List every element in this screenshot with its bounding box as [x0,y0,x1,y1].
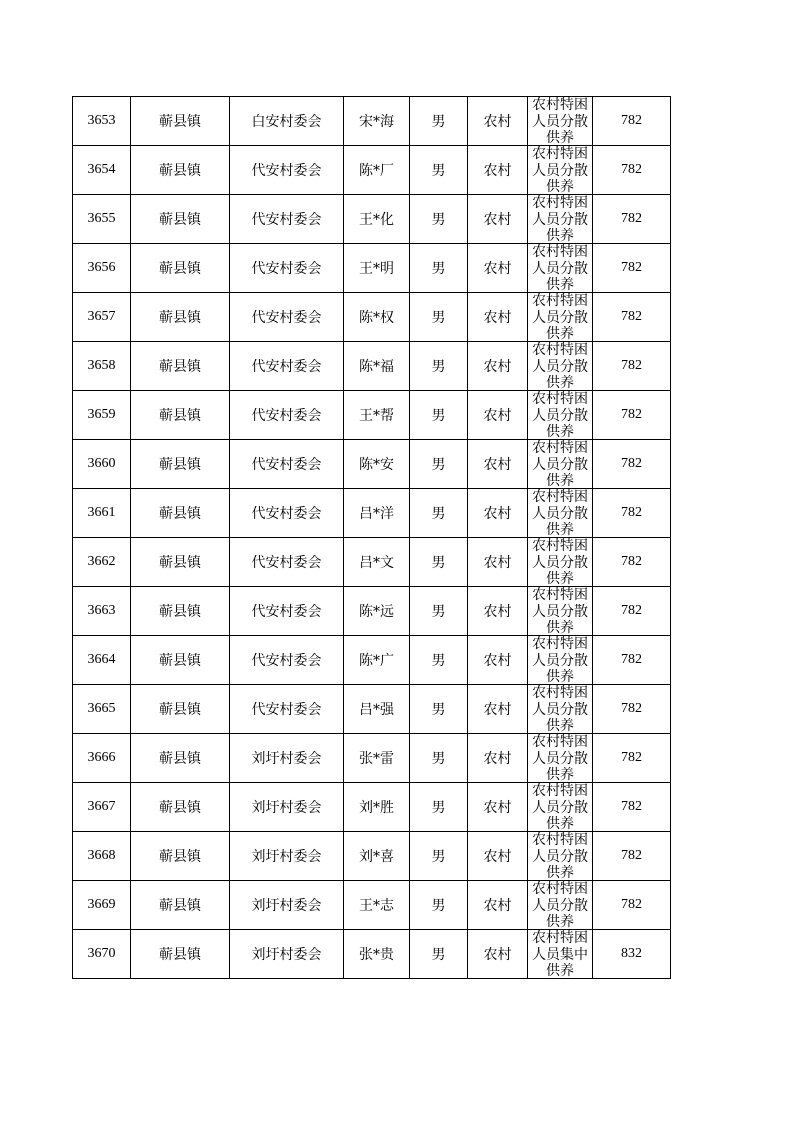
person-name-cell: 吕*文 [344,538,410,587]
assistance-recipients-table [72,96,671,979]
support-category-text: 农村特困人员分散供养 [532,244,588,292]
gender-cell: 男 [410,685,468,734]
support-category-cell [528,734,593,783]
amount-cell: 782 [593,734,671,783]
support-category-cell [528,391,593,440]
support-category-cell [528,930,593,979]
village-committee-cell: 代安村委会 [230,440,344,489]
village-committee-cell: 代安村委会 [230,685,344,734]
area-type-cell: 农村 [468,293,528,342]
amount-cell: 782 [593,832,671,881]
table-row [73,783,671,832]
amount-cell: 782 [593,97,671,146]
town-cell: 蕲县镇 [131,342,230,391]
person-name-cell: 刘*胜 [344,783,410,832]
support-category-cell [528,881,593,930]
table-row [73,587,671,636]
support-category-cell [528,146,593,195]
person-name-cell: 王*志 [344,881,410,930]
record-number-cell: 3662 [73,538,131,587]
amount-cell: 782 [593,244,671,293]
gender-cell: 男 [410,440,468,489]
gender-cell: 男 [410,489,468,538]
support-category-cell [528,489,593,538]
record-number-cell: 3669 [73,881,131,930]
support-category-cell [528,293,593,342]
village-committee-cell: 刘圩村委会 [230,783,344,832]
table-row [73,636,671,685]
support-category-text: 农村特困人员分散供养 [532,440,588,488]
amount-cell: 782 [593,146,671,195]
support-category-text: 农村特困人员分散供养 [532,489,588,537]
person-name-cell: 张*雷 [344,734,410,783]
amount-cell: 782 [593,685,671,734]
area-type-cell: 农村 [468,685,528,734]
village-committee-cell: 刘圩村委会 [230,881,344,930]
support-category-text: 农村特困人员分散供养 [532,538,588,586]
table-row [73,881,671,930]
record-number-cell: 3664 [73,636,131,685]
person-name-cell: 吕*洋 [344,489,410,538]
amount-cell: 782 [593,783,671,832]
gender-cell: 男 [410,881,468,930]
support-category-cell [528,587,593,636]
amount-cell: 782 [593,195,671,244]
amount-cell: 782 [593,489,671,538]
town-cell: 蕲县镇 [131,244,230,293]
village-committee-cell: 代安村委会 [230,146,344,195]
town-cell: 蕲县镇 [131,783,230,832]
town-cell: 蕲县镇 [131,930,230,979]
amount-cell: 782 [593,636,671,685]
support-category-cell [528,440,593,489]
village-committee-cell: 代安村委会 [230,195,344,244]
amount-cell: 782 [593,881,671,930]
table-row [73,489,671,538]
area-type-cell: 农村 [468,146,528,195]
support-category-cell [528,783,593,832]
person-name-cell: 陈*广 [344,636,410,685]
record-number-cell: 3659 [73,391,131,440]
support-category-cell [528,97,593,146]
area-type-cell: 农村 [468,440,528,489]
town-cell: 蕲县镇 [131,538,230,587]
record-number-cell: 3653 [73,97,131,146]
gender-cell: 男 [410,97,468,146]
gender-cell: 男 [410,195,468,244]
gender-cell: 男 [410,293,468,342]
table-row [73,146,671,195]
area-type-cell: 农村 [468,97,528,146]
village-committee-cell: 代安村委会 [230,538,344,587]
village-committee-cell: 代安村委会 [230,636,344,685]
town-cell: 蕲县镇 [131,832,230,881]
gender-cell: 男 [410,930,468,979]
person-name-cell: 王*化 [344,195,410,244]
person-name-cell: 王*帮 [344,391,410,440]
area-type-cell: 农村 [468,244,528,293]
town-cell: 蕲县镇 [131,734,230,783]
support-category-cell [528,342,593,391]
area-type-cell: 农村 [468,195,528,244]
town-cell: 蕲县镇 [131,636,230,685]
town-cell: 蕲县镇 [131,293,230,342]
area-type-cell: 农村 [468,636,528,685]
table-row [73,685,671,734]
record-number-cell: 3665 [73,685,131,734]
town-cell: 蕲县镇 [131,391,230,440]
area-type-cell: 农村 [468,538,528,587]
village-committee-cell: 代安村委会 [230,489,344,538]
amount-cell: 782 [593,342,671,391]
support-category-text: 农村特困人员集中供养 [532,930,588,978]
record-number-cell: 3663 [73,587,131,636]
village-committee-cell: 刘圩村委会 [230,832,344,881]
town-cell: 蕲县镇 [131,587,230,636]
table-row [73,440,671,489]
support-category-text: 农村特困人员分散供养 [532,391,588,439]
table-row [73,293,671,342]
village-committee-cell: 代安村委会 [230,342,344,391]
support-category-text: 农村特困人员分散供养 [532,636,588,684]
table-row [73,391,671,440]
area-type-cell: 农村 [468,734,528,783]
record-number-cell: 3655 [73,195,131,244]
person-name-cell: 刘*喜 [344,832,410,881]
area-type-cell: 农村 [468,587,528,636]
gender-cell: 男 [410,342,468,391]
gender-cell: 男 [410,146,468,195]
area-type-cell: 农村 [468,930,528,979]
table-row [73,244,671,293]
support-category-cell [528,685,593,734]
support-category-cell [528,636,593,685]
record-number-cell: 3658 [73,342,131,391]
village-committee-cell: 刘圩村委会 [230,734,344,783]
table-row [73,930,671,979]
support-category-cell [528,538,593,587]
table-row [73,734,671,783]
support-category-text: 农村特困人员分散供养 [532,734,588,782]
support-category-cell [528,832,593,881]
support-category-text: 农村特困人员分散供养 [532,195,588,243]
town-cell: 蕲县镇 [131,685,230,734]
record-number-cell: 3656 [73,244,131,293]
record-number-cell: 3666 [73,734,131,783]
amount-cell: 782 [593,440,671,489]
support-category-text: 农村特困人员分散供养 [532,587,588,635]
person-name-cell: 陈*权 [344,293,410,342]
support-category-cell [528,244,593,293]
area-type-cell: 农村 [468,832,528,881]
area-type-cell: 农村 [468,881,528,930]
support-category-text: 农村特困人员分散供养 [532,342,588,390]
amount-cell: 782 [593,587,671,636]
table-row [73,538,671,587]
support-category-text: 农村特困人员分散供养 [532,832,588,880]
person-name-cell: 陈*福 [344,342,410,391]
table-row [73,97,671,146]
gender-cell: 男 [410,587,468,636]
support-category-text: 农村特困人员分散供养 [532,685,588,733]
table-row [73,195,671,244]
person-name-cell: 陈*厂 [344,146,410,195]
support-category-cell [528,195,593,244]
village-committee-cell: 代安村委会 [230,391,344,440]
town-cell: 蕲县镇 [131,146,230,195]
table-row [73,342,671,391]
amount-cell: 782 [593,538,671,587]
village-committee-cell: 代安村委会 [230,244,344,293]
gender-cell: 男 [410,734,468,783]
person-name-cell: 陈*远 [344,587,410,636]
gender-cell: 男 [410,244,468,293]
area-type-cell: 农村 [468,391,528,440]
town-cell: 蕲县镇 [131,97,230,146]
person-name-cell: 王*明 [344,244,410,293]
area-type-cell: 农村 [468,783,528,832]
person-name-cell: 吕*强 [344,685,410,734]
support-category-text: 农村特困人员分散供养 [532,146,588,194]
gender-cell: 男 [410,636,468,685]
gender-cell: 男 [410,391,468,440]
village-committee-cell: 代安村委会 [230,587,344,636]
area-type-cell: 农村 [468,342,528,391]
person-name-cell: 陈*安 [344,440,410,489]
record-number-cell: 3661 [73,489,131,538]
gender-cell: 男 [410,832,468,881]
village-committee-cell: 代安村委会 [230,293,344,342]
record-number-cell: 3670 [73,930,131,979]
support-category-text: 农村特困人员分散供养 [532,97,588,145]
person-name-cell: 宋*海 [344,97,410,146]
amount-cell: 782 [593,293,671,342]
table-body [73,97,671,979]
support-category-text: 农村特困人员分散供养 [532,293,588,341]
table-row [73,832,671,881]
amount-cell: 782 [593,391,671,440]
town-cell: 蕲县镇 [131,440,230,489]
record-number-cell: 3654 [73,146,131,195]
town-cell: 蕲县镇 [131,489,230,538]
village-committee-cell: 刘圩村委会 [230,930,344,979]
town-cell: 蕲县镇 [131,881,230,930]
gender-cell: 男 [410,538,468,587]
amount-cell: 832 [593,930,671,979]
gender-cell: 男 [410,783,468,832]
area-type-cell: 农村 [468,489,528,538]
record-number-cell: 3668 [73,832,131,881]
record-number-cell: 3660 [73,440,131,489]
village-committee-cell: 白安村委会 [230,97,344,146]
record-number-cell: 3657 [73,293,131,342]
support-category-text: 农村特困人员分散供养 [532,783,588,831]
record-number-cell: 3667 [73,783,131,832]
town-cell: 蕲县镇 [131,195,230,244]
support-category-text: 农村特困人员分散供养 [532,881,588,929]
person-name-cell: 张*贵 [344,930,410,979]
